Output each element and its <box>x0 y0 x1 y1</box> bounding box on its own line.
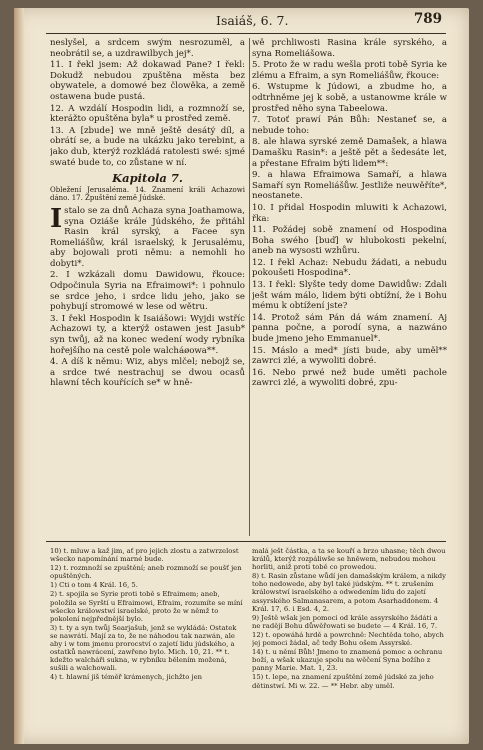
verse-text: 4. A díš k němu: Wiz, abys mlčel; nebojž se, a srdce twé nestrachuj se dwou ocasů hlawní těch kouřících se* w hně- <box>50 357 245 389</box>
verse-text: 2. I wzkázali domu Dawidowu, řkouce: Odpočinula Syria na Efraimowi*: i pohnulo se srdce jeho, i srdce lidu jeho, jako se pohybují stromowé w lese od wětru. <box>50 270 245 313</box>
footnotes-right <box>252 547 447 729</box>
verse-text: 5. Proto že w radu wešla proti tobě Syria ke zlému a Efraim, a syn Romeliášůw, řkouce: <box>252 60 447 81</box>
verse-text: wě prchliwosti Rasina krále syrského, a syna Romeliášowa. <box>252 38 447 59</box>
drop-cap: I <box>50 203 63 234</box>
verse-text: 3. I řekl Hospodin k Isaiášowi: Wyjdi wstříc Achazowi ty, a kterýž ostawen jest Jasub* syn twůj, až na konec wedení wody rybníka hořejšího na cestě pole walcháøowa**. <box>50 313 245 356</box>
verse-text: 9. a hlawa Efraimowa Samaří, a hlawa Samaří syn Romeliášůw. Jestliže neuwěříte*, neostanete. <box>252 170 447 202</box>
footnote: 12) t. rozmnoží se zpuštění; aneb rozmnoží se poušť jen opuštěných. <box>50 564 242 581</box>
column-divider <box>249 38 250 536</box>
page-number: 789 <box>413 11 442 27</box>
header-rule <box>46 33 446 34</box>
verse-text: 7. Totoť prawí Pán Bůh: Nestaneť se, a nebude toho: <box>252 115 447 136</box>
verse-text: 12. A wzdálí Hospodin lidi, a rozmnoží se, kterážto opuštěna byla* u prostřed země. <box>50 103 245 125</box>
verse-text: 10. I přidal Hospodin mluwiti k Achazowi, řka: <box>252 202 447 224</box>
running-header <box>46 10 446 32</box>
verse-text: 11. I řekl jsem: Až dokawad Pane? I řekl: Dokudž nebudou zpuštěna města bez obywatele, a domowé bez člowěka, a země ostawena bude pustá. <box>50 60 245 102</box>
chapter-summary: Obležení Jerusaléma. 14. Znamení králi Achazowi dáno. 17. Zpuštění země Júdské. <box>50 185 245 203</box>
verse-text: 16. Nebo prwé než bude uměti pachole zawrci zlé, a wywoliti dobré, zpu- <box>252 367 447 389</box>
verse-text <box>50 203 245 270</box>
verse-text: 12. I řekl Achaz: Nebudu žádati, a nebudu pokoušeti Hospodina*. <box>252 257 447 279</box>
footnote: 15) t. lepe, na znamení zpuštění země júdské za jeho dětinstwí. Mi w. 22. — ** Hebr. aby uměl. <box>252 673 434 690</box>
verse-text: 13. I řekl: Slyšte tedy dome Dawidůw: Zdali ješt wám málo, lidem býti obtížní, že i Bohu mému k obtížení jste? <box>252 280 447 312</box>
chapter-title: Kapitola 7. <box>112 171 183 186</box>
page-edge-shadow <box>14 8 24 744</box>
footnote: 9) Ještě wšak jen pomoci od krále assyrského žádáti a ne radějí Bohu důwěřowati se budete — 4 Král. 16, 7. <box>252 613 438 630</box>
footnote: 10) t. mluw a kaž jim, ať pro jejich zlostu a zatwrzelost wšecko napomínání marné bude. <box>50 547 239 564</box>
verse-text: 15. Máslo a med* jísti bude, aby uměl** zawrci zlé, a wywoliti dobré. <box>252 345 447 367</box>
footnote: 12) t. opowáhá hrdě a powrchně: Nechtěda toho, abych jej pomoci žádal, ač tedy Bohu ošem Assyrské. <box>252 630 444 648</box>
verse-text: 6. Wstupme k Júdowi, a zbudme ho, a odtrhněme jej k sobě, a ustanowme krále w prostřed něho syna Tabeelowa. <box>252 82 447 114</box>
footnote: malá ješt částka, a ta se kouří a brzo uhasne; těch dwou králů, kterýž rozpáliwše se hněwem, nebudou mohou horliti, aniž proti tobě co prowedou. <box>252 547 446 572</box>
left-column <box>50 38 245 536</box>
footnote-rule <box>46 541 446 542</box>
verse-text: neslyšel, a srdcem swým nesrozuměl, a neobrátil se, a uzdrawilbych jej*. <box>50 38 245 59</box>
verse-text: 13. A [zbude] we mně ještě desátý díl, a obrátí se, a bude na ukázku jako terebint, a jako dub, kterýž rozkládá ratolesti swé: sjmé swaté bude to, co zůstane w ní. <box>50 125 245 168</box>
footnote: 14) t. u němí Bůh! Jmeno to znamená pomoc a ochranu boží, a wšak ukazuje spolu na wěčení Syna božího z panny Marie. Mat. 1, 23. <box>252 648 443 673</box>
verse-text-first: stalo se za dnů Achaza syna Joathamowa, syna Oziáše krále Júdského, že přitáhl Rasin král syrský, a Facee syn Romeliášůw, král israelský, k Jerusalému, aby bojowali proti němu: a nemohli ho dobyti*. <box>50 205 245 269</box>
verse-text: 8. ale hlawa syrské země Damašek, a hlawa Damašku Rasin*: a ještě pět a šedesáte let, a přestane Efraim býti lidem**: <box>252 137 447 169</box>
right-column <box>252 38 447 536</box>
footnote: 1) Cti o tom 4 Král. 16, 5. <box>50 581 138 590</box>
footnote: 3) t. ty a syn twůj Searjašub, jenž se wykládá: Ostatek se nawrátí. Mají za to, že ne náhodou tak nazwán, ale aby i w tom jmenu prorocství o zajetí lidu júdského, a ostatků nawrácení, zawřeno bylo. Mich. 10, 21. ** t. kdežto walcháři sukna, w rybníku bělením možená, sušili a walchowali. <box>50 623 237 673</box>
verse-text: 11. Požádej sobě znamení od Hospodina Boha swého [buď] w hlubokosti pekelní, aneb na wysosti wzhůru. <box>252 225 447 257</box>
running-head-title: Isaiáš, 6. 7. <box>216 13 289 28</box>
footnote: 2) t. spojila se Syrie proti tobě s Efraimem; aneb, položila se Syrští u Efraimowi, Efraim, rozumíte se míní wšecko králowstwí israelské, proto že w němž to pokolení nejpřednější bylo. <box>50 590 243 623</box>
footnote: 4) t. hlawní jiš téměř krámenych, jichžto jen <box>50 673 203 682</box>
footnotes-left <box>50 547 245 729</box>
verse-text: 14. Protož sám Pán dá wám znamení. Aj panna počne, a porodí syna, a nazwáno bude jmeno jeho Emmanuel*. <box>252 312 447 345</box>
footnote: 8) t. Rasin zůstane wůdí jen damašským králem, a nikdy toho nedowede, aby byl také júdským. ** t. zrušením králowstwí israelského a odwedením lidu do zajetí assyrského Salmanasarem, a potom Asarhaddonem. 4 Král. 17, 6. i Esd. 4, 2. <box>252 572 446 613</box>
